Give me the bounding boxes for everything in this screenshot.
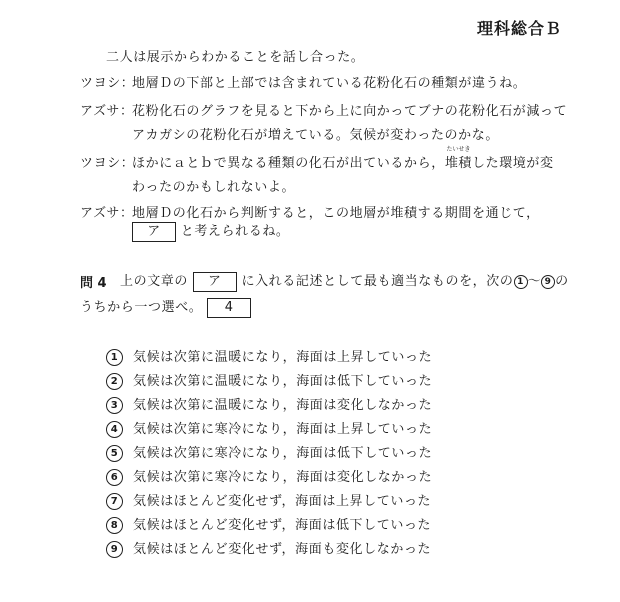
dialogue-line: [132, 146, 554, 171]
circled-number: 4: [106, 421, 123, 438]
dialogue-text: ほかにａとｂで異なる種類の化石が出ているから，: [132, 156, 445, 171]
circled-number: 9: [541, 275, 555, 289]
circled-number: 3: [106, 397, 123, 414]
option-4: [106, 418, 432, 438]
option-6: [106, 466, 432, 486]
speaker-tsuyoshi: ツヨシ：: [80, 76, 135, 91]
option-1: [106, 346, 432, 366]
circled-number: 8: [106, 517, 123, 534]
dialogue-text: した環境が変: [472, 156, 554, 171]
blank-box-a: ア: [132, 222, 176, 242]
question-text-line2: [80, 296, 251, 318]
question-text-part: うちから一つ選べ。: [80, 300, 203, 315]
answer-number-box: 4: [207, 298, 251, 318]
option-text: 気候は次第に温暖になり，海面は変化しなかった: [133, 398, 433, 413]
option-text: 気候はほとんど変化せず，海面は低下していった: [133, 518, 432, 533]
option-text: 気候はほとんど変化せず，海面も変化しなかった: [133, 542, 432, 557]
option-5: [106, 442, 432, 462]
dialogue-line: アカガシの花粉化石が増えている。気候が変わったのかな。: [132, 128, 499, 143]
circled-number: 6: [106, 469, 123, 486]
option-7: [106, 490, 431, 510]
circled-number: 9: [106, 541, 123, 558]
option-text: 気候は次第に寒冷になり，海面は低下していった: [133, 446, 433, 461]
question-text-part: 上の文章の: [120, 274, 189, 289]
option-8: [106, 514, 431, 534]
circled-number: 2: [106, 373, 123, 390]
option-2: [106, 370, 432, 390]
ruby-base: 堆積: [444, 156, 473, 171]
circled-number: 7: [106, 493, 123, 510]
question-text-part: の: [555, 274, 569, 289]
circled-number: 5: [106, 445, 123, 462]
circled-number: 1: [106, 349, 123, 366]
question-text-part: に入れる記述として最も適当なものを，次の: [241, 274, 514, 289]
option-text: 気候は次第に温暖になり，海面は低下していった: [133, 374, 433, 389]
question-text: [120, 270, 569, 292]
option-9: [106, 538, 431, 558]
option-text: 気候は次第に温暖になり，海面は上昇していった: [133, 350, 433, 365]
dialogue-line: [132, 220, 290, 242]
dialogue-line: 地層Ｄの化石から判断すると，この地層が堆積する期間を通じて，: [132, 206, 540, 221]
dialogue-text: と考えられるね。: [180, 224, 290, 239]
page-header-title: 理科総合Ｂ: [476, 19, 562, 38]
ruby-word: [444, 146, 473, 171]
blank-box-a: ア: [193, 272, 237, 292]
option-text: 気候は次第に寒冷になり，海面は上昇していった: [133, 422, 433, 437]
option-text: 気候はほとんど変化せず，海面は上昇していった: [133, 494, 432, 509]
range-separator: 〜: [527, 274, 542, 289]
option-3: [106, 394, 432, 414]
dialogue-line: 地層Ｄの下部と上部では含まれている花粉化石の種類が違うね。: [132, 76, 527, 91]
dialogue-line: わったのかもしれないよ。: [132, 180, 296, 195]
option-text: 気候は次第に寒冷になり，海面は変化しなかった: [133, 470, 433, 485]
dialogue-line: 花粉化石のグラフを見ると下から上に向かってブナの花粉化石が減って: [132, 104, 568, 119]
ruby-reading: たいせき: [446, 146, 471, 153]
question-label: 問 4: [80, 276, 107, 291]
circled-number: 1: [514, 275, 528, 289]
intro-text: 二人は展示からわかることを話し合った。: [106, 50, 365, 65]
speaker-azusa: アズサ：: [80, 206, 134, 221]
speaker-tsuyoshi: ツヨシ：: [80, 156, 135, 171]
speaker-azusa: アズサ：: [80, 104, 134, 119]
